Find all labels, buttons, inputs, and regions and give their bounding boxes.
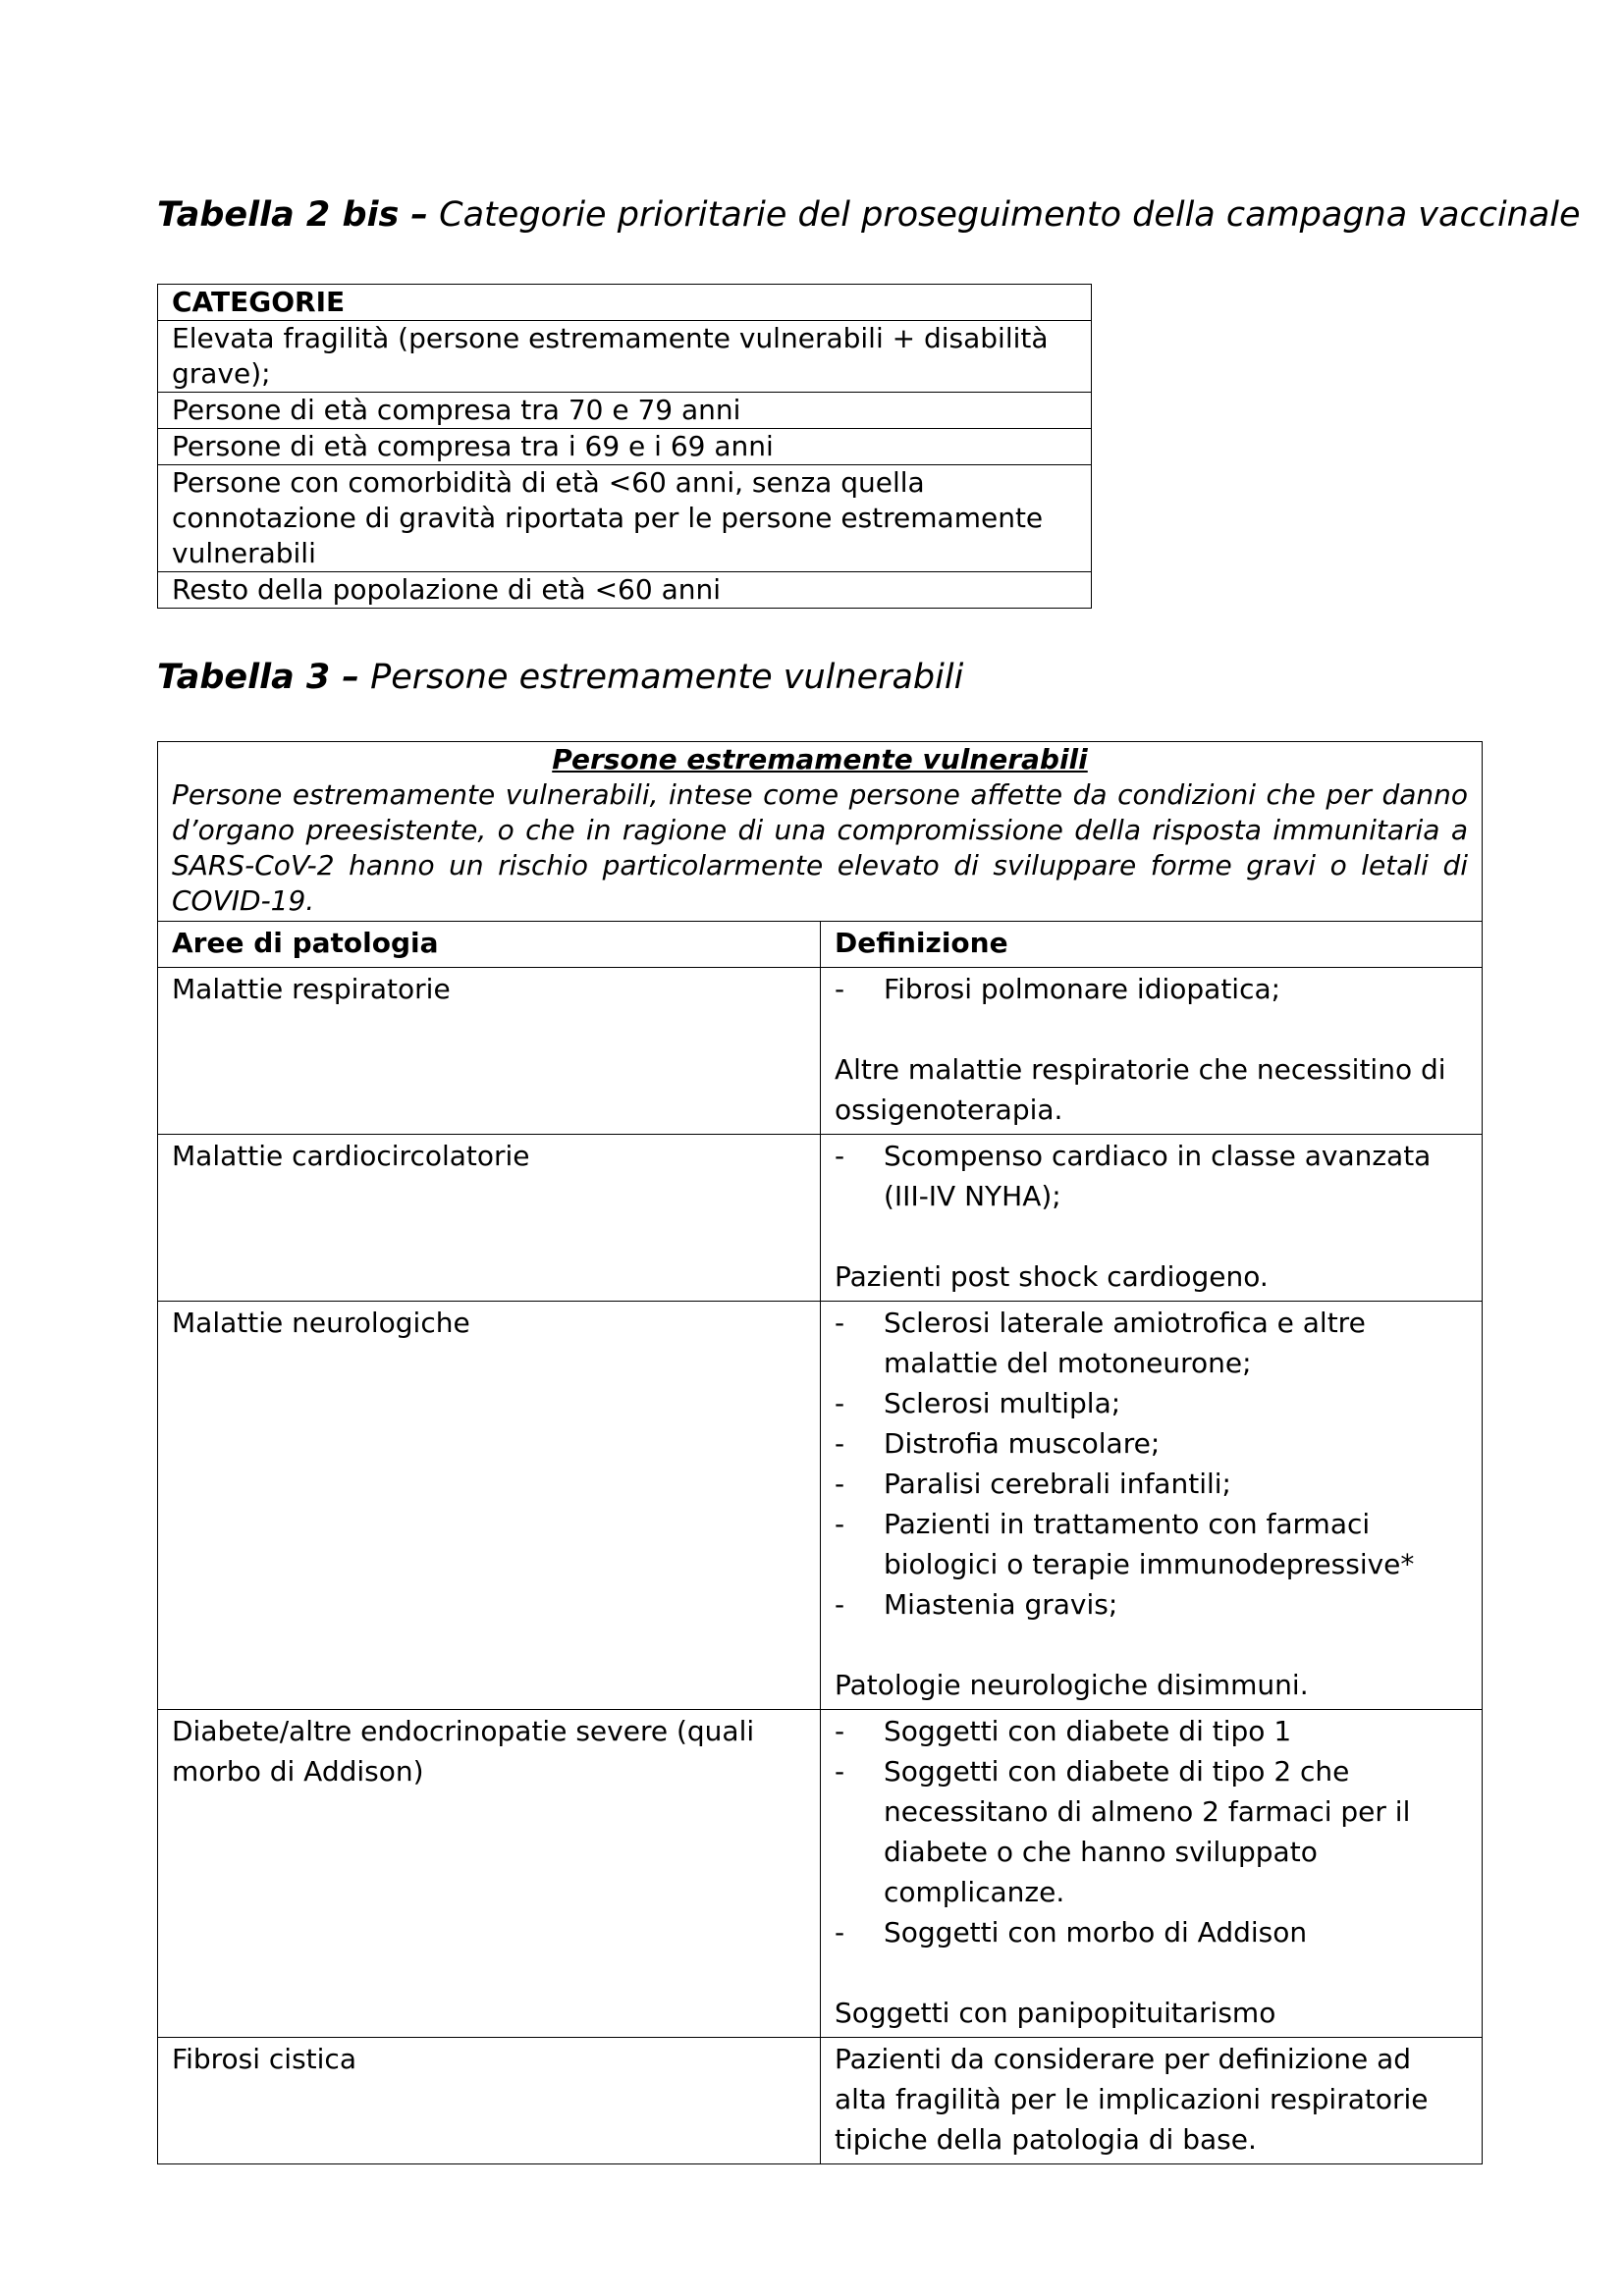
list-item: - Soggetti con diabete di tipo 1 <box>835 1711 1468 1751</box>
area-cell: Fibrosi cistica <box>158 2038 821 2164</box>
table-row <box>158 742 1483 922</box>
table-cell: Persone di età compresa tra 70 e 79 anni <box>158 393 1092 429</box>
list-item: - Soggetti con morbo di Addison <box>835 1912 1468 1952</box>
table-3-caption <box>157 656 963 699</box>
table-2bis <box>157 284 1092 609</box>
definition-list <box>835 1711 1468 1952</box>
table-2bis-caption <box>157 193 1581 237</box>
table-cell: Resto della popolazione di età <60 anni <box>158 572 1092 609</box>
definition-list <box>835 1303 1468 1625</box>
column-header-area: Aree di patologia <box>158 922 821 968</box>
definition-cell <box>821 1302 1483 1710</box>
table-row <box>158 2038 1483 2164</box>
list-item: - Distrofia muscolare; <box>835 1423 1468 1464</box>
area-cell: Malattie neurologiche <box>158 1302 821 1710</box>
table-row <box>158 321 1092 393</box>
area-cell: Diabete/altre endocrinopatie severe (quali morbo di Addison) <box>158 1710 821 2038</box>
list-item: - Pazienti in trattamento con farmaci biologici o terapie immunodepressive* <box>835 1504 1468 1584</box>
table-cell: Persone con comorbidità di età <60 anni, senza quella connotazione di gravità riportata per le persone estremamente vulnerabili <box>158 465 1092 572</box>
table-row <box>158 1135 1483 1302</box>
table-cell: Elevata fragilità (persone estremamente vulnerabili + disabilità grave); <box>158 321 1092 393</box>
definition-note: Altre malattie respiratorie che necessitino di ossigenoterapia. <box>835 1053 1446 1126</box>
list-item: - Soggetti con diabete di tipo 2 che necessitano di almeno 2 farmaci per il diabete o che hanno sviluppato complicanze. <box>835 1751 1468 1912</box>
table-3-caption-text: Persone estremamente vulnerabili <box>358 658 964 697</box>
definition-note: Patologie neurologiche disimmuni. <box>835 1669 1309 1701</box>
list-item: - Scompenso cardiaco in classe avanzata (III-IV NYHA); <box>835 1136 1468 1216</box>
definition-list <box>835 1136 1468 1216</box>
list-item: - Sclerosi laterale amiotrofica e altre malattie del motoneurone; <box>835 1303 1468 1383</box>
table-row <box>158 285 1092 321</box>
table-cell: Persone di età compresa tra i 69 e i 69 anni <box>158 429 1092 465</box>
intro-text: Persone estremamente vulnerabili, intese come persone affette da condizioni che per danno d’organo preesistente, o che in ragione di una compromissione della risposta immunitaria a SARS-CoV-2 hanno un rischio particolarmente elevato di sviluppare forme gravi o letali di COVID-19. <box>172 778 1468 917</box>
table-3-caption-label: Tabella 3 – <box>157 658 359 697</box>
table-3 <box>157 741 1483 2164</box>
area-cell: Malattie cardiocircolatorie <box>158 1135 821 1302</box>
table-2bis-caption-text: Categorie prioritarie del proseguimento della campagna vaccinale <box>428 195 1581 235</box>
table-header-cell: CATEGORIE <box>158 285 1092 321</box>
table-row <box>158 1710 1483 2038</box>
definition-cell <box>821 1710 1483 2038</box>
list-item: - Paralisi cerebrali infantili; <box>835 1464 1468 1504</box>
list-item: - Miastenia gravis; <box>835 1584 1468 1625</box>
definition-cell: Pazienti da considerare per definizione ad alta fragilità per le implicazioni respiratorie tipiche della patologia di base. <box>821 2038 1483 2164</box>
table-row <box>158 465 1092 572</box>
definition-note: Pazienti post shock cardiogeno. <box>835 1260 1269 1293</box>
list-item: - Sclerosi multipla; <box>835 1383 1468 1423</box>
intro-cell <box>158 742 1483 922</box>
table-row <box>158 572 1092 609</box>
column-header-definition: Definizione <box>821 922 1483 968</box>
definition-cell <box>821 1135 1483 1302</box>
definition-note: Soggetti con panipopituitarismo <box>835 1997 1276 2029</box>
list-item: - Fibrosi polmonare idiopatica; <box>835 969 1468 1009</box>
table-2bis-caption-label: Tabella 2 bis – <box>157 195 429 235</box>
table-row <box>158 922 1483 968</box>
table-row <box>158 968 1483 1135</box>
area-cell: Malattie respiratorie <box>158 968 821 1135</box>
table-row <box>158 429 1092 465</box>
definition-list <box>835 969 1468 1009</box>
table-row <box>158 393 1092 429</box>
intro-title: Persone estremamente vulnerabili <box>552 743 1088 775</box>
definition-cell <box>821 968 1483 1135</box>
table-row <box>158 1302 1483 1710</box>
